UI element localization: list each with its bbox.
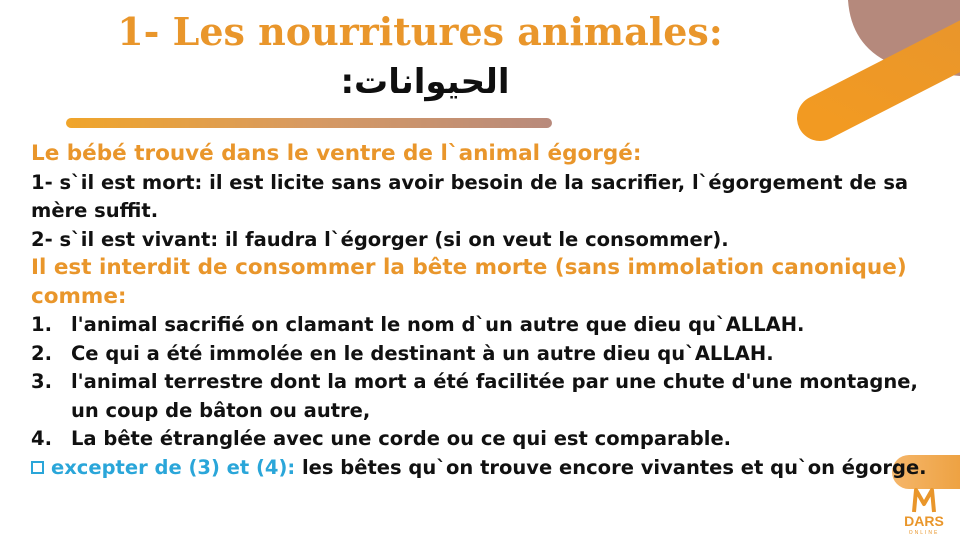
logo-m-mark-icon	[914, 490, 934, 512]
slide-subtitle: الحيوانات:	[340, 62, 510, 102]
exception-note	[31, 454, 931, 483]
logo-tagline: ONLINE	[908, 530, 940, 536]
list-item: 2. Ce qui a été immolée en le destinant à un autre dieu qu`ALLAH.	[31, 341, 774, 365]
exception-text: les bêtes qu`on trouve encore vivantes et qu`on égorge.	[295, 455, 927, 479]
rule-dead-fetus: 1- s`il est mort: il est licite sans avoir besoin de la sacrifier, l`égorgement de sa mère suffit.	[31, 170, 909, 222]
section-heading-forbidden: Il est interdit de consommer la bête morte (sans immolation canonique) comme:	[31, 255, 907, 309]
slide-title: 1- Les nourritures animales:	[117, 9, 723, 54]
forbidden-list	[31, 311, 931, 454]
title-underline-bar	[66, 118, 552, 128]
dars-logo	[894, 486, 954, 536]
slide-content	[31, 140, 931, 482]
exception-lead: excepter de (3) et (4):	[51, 455, 296, 479]
rule-living-fetus: 2- s`il est vivant: il faudra l`égorger (si on veut le consommer).	[31, 227, 729, 251]
logo-text: DARS	[904, 513, 944, 529]
checkbox-bullet-icon	[31, 461, 44, 474]
section-heading-fetus: Le bébé trouvé dans le ventre de l`animal égorgé:	[31, 141, 642, 166]
list-item: 1. l'animal sacrifié on clamant le nom d`un autre que dieu qu`ALLAH.	[31, 313, 805, 336]
list-item: 4. La bête étranglée avec une corde ou ce qui est comparable.	[31, 427, 732, 450]
list-item: 3. l'animal terrestre dont la mort a été facilitée par une chute d'une montagne, un coup de bâton ou autre,	[31, 370, 918, 422]
